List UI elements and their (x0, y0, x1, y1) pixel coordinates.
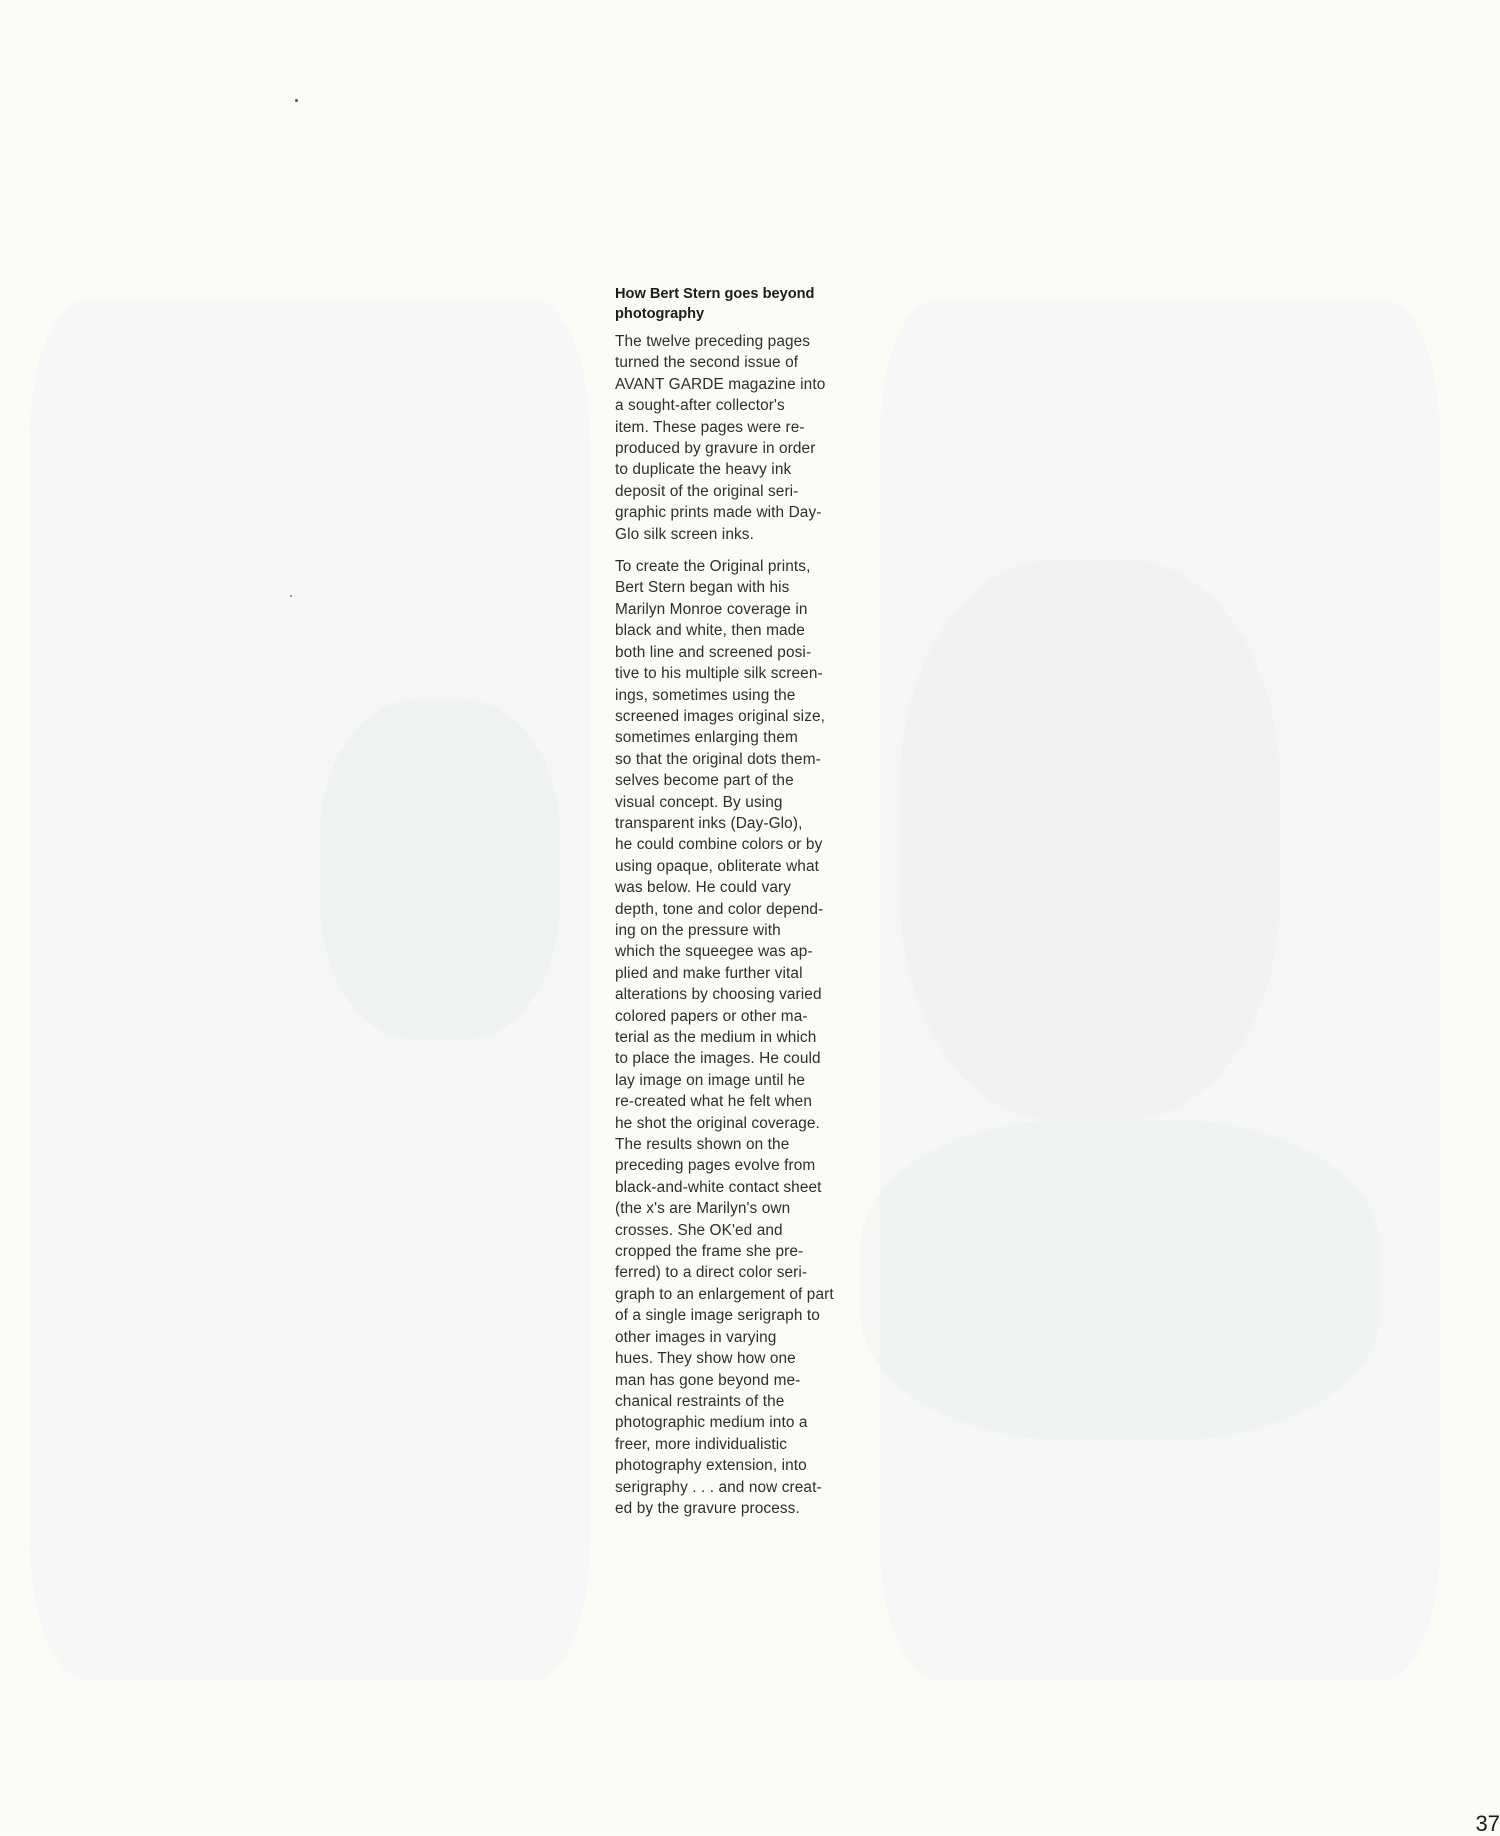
show-through-face-left (320, 700, 560, 1040)
article-column (615, 284, 860, 1530)
print-speck (295, 99, 298, 102)
show-through-face-right (900, 560, 1280, 1120)
print-speck (290, 595, 292, 597)
page-number: 37 (1475, 1811, 1500, 1836)
article-paragraph-1: The twelve preceding pages turned the second issue of AVANT GARDE magazine into a sought-after collector's item. These pages were re- produced by gravure in order to duplicate the heavy ink deposit of the original seri- graphic prints made with Day- Glo silk screen inks. (615, 333, 826, 543)
article-paragraph-2: To create the Original prints, Bert Stern began with his Marilyn Monroe coverage in black and white, then made both line and screened posi- tive to his multiple silk screen- ings, sometimes using the screened images original size, sometimes enlarging them so that the original dots them- selves become part of the visual concept. By using transparent inks (Day-Glo), he could combine colors or by using opaque, obliterate what was below. He could vary depth, tone and color depend- ing on the pressure with which the squeegee was ap- plied and make further vital alterations by choosing varied colored papers or other ma- terial as the medium in which to place the images. He could lay image on image until he re-created what he felt when he shot the original coverage. The results shown on the preceding pages evolve from black-and-white contact sheet (the x's are Marilyn's own crosses. She OK'ed and cropped the frame she pre- ferred) to a direct color seri- graph to an enlargement of part of a single image serigraph to other images in varying hues. They show how one man has gone beyond me- chanical restraints of the photographic medium into a freer, more individualistic photography extension, into serigraphy . . . and now creat- ed by the gravure process. (615, 558, 834, 1517)
show-through-lower-right (860, 1120, 1380, 1440)
article-headline: How Bert Stern goes beyond photography (615, 286, 815, 322)
